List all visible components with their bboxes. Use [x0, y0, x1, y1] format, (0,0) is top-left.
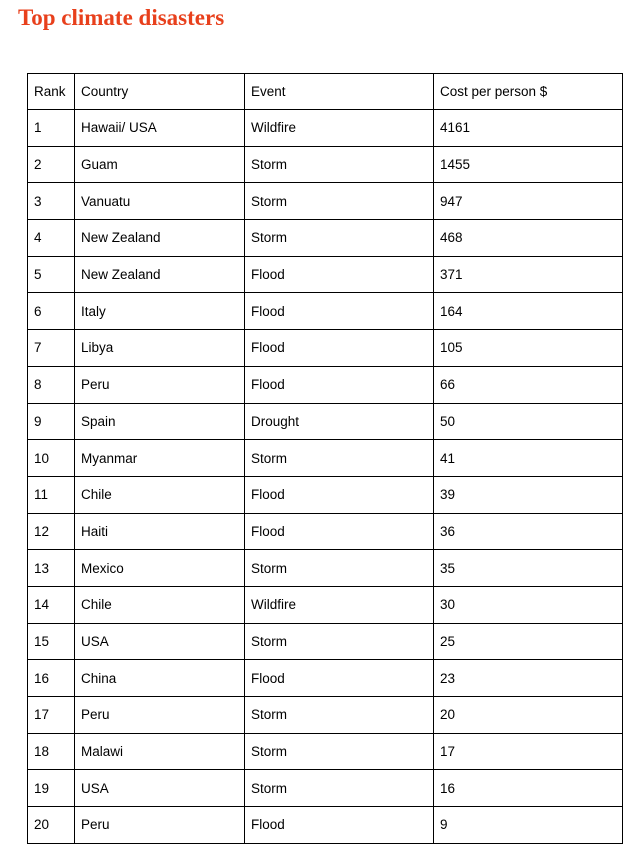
event-cell: Storm	[245, 623, 434, 660]
event-cell: Storm	[245, 697, 434, 734]
country-cell: Chile	[75, 586, 245, 623]
cost-cell: 105	[434, 330, 623, 367]
table-row	[28, 770, 623, 807]
event-cell: Flood	[245, 330, 434, 367]
table-row	[28, 550, 623, 587]
table-row	[28, 697, 623, 734]
event-cell: Flood	[245, 256, 434, 293]
event-cell: Flood	[245, 513, 434, 550]
cost-cell: 9	[434, 807, 623, 844]
cost-cell: 35	[434, 550, 623, 587]
rank-cell: 13	[28, 550, 75, 587]
country-cell: Chile	[75, 476, 245, 513]
rank-cell: 3	[28, 183, 75, 220]
column-header-country: Country	[75, 74, 245, 110]
cost-cell: 164	[434, 293, 623, 330]
rank-cell: 19	[28, 770, 75, 807]
country-cell: Guam	[75, 146, 245, 183]
event-cell: Storm	[245, 146, 434, 183]
event-cell: Drought	[245, 403, 434, 440]
rank-cell: 1	[28, 110, 75, 147]
rank-cell: 16	[28, 660, 75, 697]
table-row	[28, 330, 623, 367]
table-row	[28, 807, 623, 844]
table-row	[28, 586, 623, 623]
event-cell: Storm	[245, 550, 434, 587]
country-cell: USA	[75, 770, 245, 807]
cost-cell: 16	[434, 770, 623, 807]
table-row	[28, 440, 623, 477]
event-cell: Storm	[245, 733, 434, 770]
cost-cell: 50	[434, 403, 623, 440]
event-cell: Wildfire	[245, 586, 434, 623]
country-cell: Italy	[75, 293, 245, 330]
event-cell: Flood	[245, 660, 434, 697]
column-header-cost: Cost per person $	[434, 74, 623, 110]
event-cell: Flood	[245, 807, 434, 844]
country-cell: New Zealand	[75, 220, 245, 257]
table-row	[28, 733, 623, 770]
cost-cell: 66	[434, 366, 623, 403]
cost-cell: 17	[434, 733, 623, 770]
page-title: Top climate disasters	[18, 5, 225, 30]
table-row	[28, 256, 623, 293]
country-cell: Peru	[75, 807, 245, 844]
rank-cell: 4	[28, 220, 75, 257]
rank-cell: 20	[28, 807, 75, 844]
rank-cell: 6	[28, 293, 75, 330]
cost-cell: 371	[434, 256, 623, 293]
event-cell: Flood	[245, 366, 434, 403]
table-row	[28, 623, 623, 660]
cost-cell: 4161	[434, 110, 623, 147]
country-cell: Libya	[75, 330, 245, 367]
cost-cell: 468	[434, 220, 623, 257]
cost-cell: 947	[434, 183, 623, 220]
event-cell: Storm	[245, 183, 434, 220]
table-row	[28, 110, 623, 147]
table-row	[28, 403, 623, 440]
country-cell: Vanuatu	[75, 183, 245, 220]
event-cell: Storm	[245, 770, 434, 807]
cost-cell: 36	[434, 513, 623, 550]
country-cell: Peru	[75, 697, 245, 734]
rank-cell: 10	[28, 440, 75, 477]
country-cell: Myanmar	[75, 440, 245, 477]
rank-cell: 15	[28, 623, 75, 660]
table-header-row	[28, 74, 623, 110]
country-cell: Haiti	[75, 513, 245, 550]
cost-cell: 20	[434, 697, 623, 734]
event-cell: Wildfire	[245, 110, 434, 147]
rank-cell: 8	[28, 366, 75, 403]
rank-cell: 9	[28, 403, 75, 440]
event-cell: Storm	[245, 440, 434, 477]
cost-cell: 39	[434, 476, 623, 513]
event-cell: Flood	[245, 293, 434, 330]
cost-cell: 1455	[434, 146, 623, 183]
rank-cell: 11	[28, 476, 75, 513]
rank-cell: 17	[28, 697, 75, 734]
table-row	[28, 293, 623, 330]
event-cell: Storm	[245, 220, 434, 257]
country-cell: Hawaii/ USA	[75, 110, 245, 147]
disasters-table	[27, 73, 623, 844]
rank-cell: 2	[28, 146, 75, 183]
rank-cell: 14	[28, 586, 75, 623]
country-cell: New Zealand	[75, 256, 245, 293]
column-header-event: Event	[245, 74, 434, 110]
cost-cell: 23	[434, 660, 623, 697]
table-row	[28, 366, 623, 403]
cost-cell: 41	[434, 440, 623, 477]
cost-cell: 25	[434, 623, 623, 660]
cost-cell: 30	[434, 586, 623, 623]
table-row	[28, 146, 623, 183]
rank-cell: 18	[28, 733, 75, 770]
event-cell: Flood	[245, 476, 434, 513]
country-cell: USA	[75, 623, 245, 660]
rank-cell: 7	[28, 330, 75, 367]
table-row	[28, 220, 623, 257]
country-cell: Peru	[75, 366, 245, 403]
country-cell: China	[75, 660, 245, 697]
rank-cell: 5	[28, 256, 75, 293]
country-cell: Malawi	[75, 733, 245, 770]
country-cell: Mexico	[75, 550, 245, 587]
table-row	[28, 476, 623, 513]
rank-cell: 12	[28, 513, 75, 550]
table-row	[28, 513, 623, 550]
table-row	[28, 660, 623, 697]
country-cell: Spain	[75, 403, 245, 440]
table-row	[28, 183, 623, 220]
column-header-rank: Rank	[28, 74, 75, 110]
table-body	[28, 110, 623, 844]
